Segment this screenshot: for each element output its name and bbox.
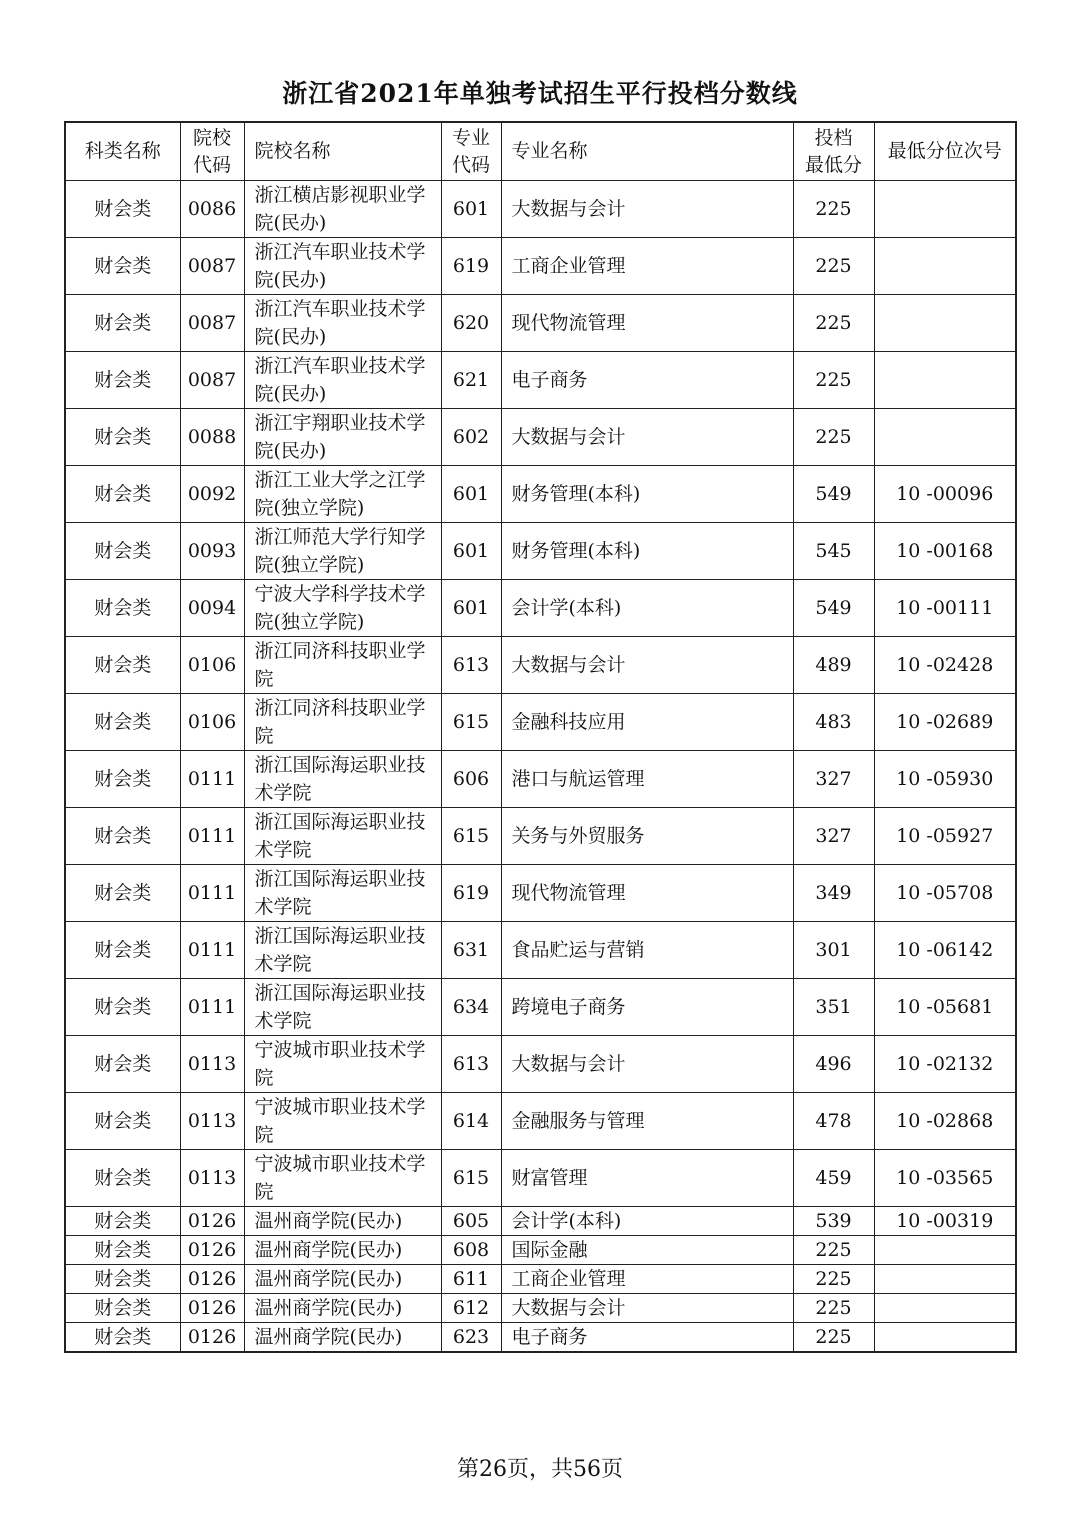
cell-school-code: 0106 <box>180 694 244 751</box>
cell-major-code: 615 <box>441 694 501 751</box>
cell-min-rank: 10 -00319 <box>874 1207 1016 1236</box>
cell-min-score: 549 <box>793 466 874 523</box>
table-row <box>65 181 1016 238</box>
cell-min-score: 225 <box>793 1294 874 1323</box>
cell-school-name: 温州商学院(民办) <box>244 1207 441 1236</box>
cell-major-code: 611 <box>441 1265 501 1294</box>
cell-major-name: 港口与航运管理 <box>501 751 793 808</box>
table-row <box>65 1093 1016 1150</box>
cell-major-code: 601 <box>441 523 501 580</box>
document-title: 浙江省2021年单独考试招生平行投档分数线 <box>282 79 798 108</box>
cell-category: 财会类 <box>65 238 180 295</box>
cell-category: 财会类 <box>65 1294 180 1323</box>
table-row <box>65 238 1016 295</box>
cell-min-rank: 10 -02689 <box>874 694 1016 751</box>
cell-school-code: 0094 <box>180 580 244 637</box>
cell-school-name: 宁波城市职业技术学院 <box>244 1093 441 1150</box>
cell-min-score: 225 <box>793 1236 874 1265</box>
cell-min-rank <box>874 181 1016 238</box>
cell-min-score: 225 <box>793 238 874 295</box>
table-row <box>65 1036 1016 1093</box>
cell-min-rank <box>874 1294 1016 1323</box>
cell-major-code: 601 <box>441 466 501 523</box>
cell-min-rank: 10 -05930 <box>874 751 1016 808</box>
cell-major-name: 财务管理(本科) <box>501 523 793 580</box>
table-row <box>65 580 1016 637</box>
cell-school-code: 0087 <box>180 295 244 352</box>
cell-min-score: 327 <box>793 751 874 808</box>
cell-school-name: 温州商学院(民办) <box>244 1294 441 1323</box>
cell-major-name: 食品贮运与营销 <box>501 922 793 979</box>
cell-min-score: 349 <box>793 865 874 922</box>
cell-min-rank <box>874 1236 1016 1265</box>
cell-school-code: 0111 <box>180 808 244 865</box>
cell-category: 财会类 <box>65 1323 180 1353</box>
cell-school-code: 0126 <box>180 1236 244 1265</box>
cell-major-name: 现代物流管理 <box>501 295 793 352</box>
cell-major-name: 大数据与会计 <box>501 1036 793 1093</box>
cell-category: 财会类 <box>65 1265 180 1294</box>
cell-major-code: 621 <box>441 352 501 409</box>
cell-major-code: 615 <box>441 808 501 865</box>
cell-min-score: 225 <box>793 1265 874 1294</box>
cell-major-code: 602 <box>441 409 501 466</box>
cell-major-code: 620 <box>441 295 501 352</box>
cell-major-name: 财富管理 <box>501 1150 793 1207</box>
table-row <box>65 1236 1016 1265</box>
cell-school-code: 0111 <box>180 865 244 922</box>
cell-major-name: 大数据与会计 <box>501 181 793 238</box>
header-category: 科类名称 <box>65 122 180 181</box>
cell-category: 财会类 <box>65 523 180 580</box>
cell-major-code: 613 <box>441 1036 501 1093</box>
cell-major-code: 631 <box>441 922 501 979</box>
table-row <box>65 751 1016 808</box>
cell-category: 财会类 <box>65 1093 180 1150</box>
cell-min-score: 301 <box>793 922 874 979</box>
cell-major-name: 工商企业管理 <box>501 238 793 295</box>
cell-category: 财会类 <box>65 295 180 352</box>
cell-school-name: 温州商学院(民办) <box>244 1323 441 1353</box>
cell-category: 财会类 <box>65 1236 180 1265</box>
cell-category: 财会类 <box>65 409 180 466</box>
cell-min-rank <box>874 352 1016 409</box>
cell-school-code: 0113 <box>180 1150 244 1207</box>
cell-min-rank: 10 -00111 <box>874 580 1016 637</box>
cell-major-name: 会计学(本科) <box>501 1207 793 1236</box>
cell-min-score: 459 <box>793 1150 874 1207</box>
cell-min-rank: 10 -02132 <box>874 1036 1016 1093</box>
cell-major-name: 跨境电子商务 <box>501 979 793 1036</box>
table-row <box>65 1265 1016 1294</box>
cell-school-code: 0087 <box>180 352 244 409</box>
table-row <box>65 1294 1016 1323</box>
cell-min-rank <box>874 1323 1016 1353</box>
cell-school-code: 0126 <box>180 1265 244 1294</box>
cell-major-name: 大数据与会计 <box>501 637 793 694</box>
cell-school-name: 温州商学院(民办) <box>244 1236 441 1265</box>
cell-category: 财会类 <box>65 694 180 751</box>
header-min-score: 投档 最低分 <box>793 122 874 181</box>
cell-min-rank: 10 -02868 <box>874 1093 1016 1150</box>
cell-min-score: 496 <box>793 1036 874 1093</box>
cell-school-name: 浙江汽车职业技术学院(民办) <box>244 352 441 409</box>
cell-major-name: 金融服务与管理 <box>501 1093 793 1150</box>
cell-school-name: 浙江同济科技职业学院 <box>244 694 441 751</box>
cell-category: 财会类 <box>65 979 180 1036</box>
cell-school-code: 0092 <box>180 466 244 523</box>
cell-min-score: 489 <box>793 637 874 694</box>
cell-school-code: 0093 <box>180 523 244 580</box>
cell-school-name: 浙江同济科技职业学院 <box>244 637 441 694</box>
cell-min-score: 225 <box>793 352 874 409</box>
cell-min-score: 478 <box>793 1093 874 1150</box>
table-row <box>65 865 1016 922</box>
cell-major-name: 现代物流管理 <box>501 865 793 922</box>
cell-category: 财会类 <box>65 352 180 409</box>
header-school-code: 院校 代码 <box>180 122 244 181</box>
cell-school-name: 浙江国际海运职业技术学院 <box>244 922 441 979</box>
cell-min-score: 539 <box>793 1207 874 1236</box>
cell-school-name: 浙江汽车职业技术学院(民办) <box>244 238 441 295</box>
cell-category: 财会类 <box>65 808 180 865</box>
cell-min-score: 549 <box>793 580 874 637</box>
cell-school-name: 浙江国际海运职业技术学院 <box>244 751 441 808</box>
cell-min-score: 327 <box>793 808 874 865</box>
cell-category: 财会类 <box>65 1150 180 1207</box>
cell-min-rank <box>874 1265 1016 1294</box>
cell-category: 财会类 <box>65 922 180 979</box>
header-major-code: 专业 代码 <box>441 122 501 181</box>
cell-school-name: 浙江工业大学之江学院(独立学院) <box>244 466 441 523</box>
header-min-rank: 最低分位次号 <box>874 122 1016 181</box>
cell-min-score: 225 <box>793 1323 874 1353</box>
cell-min-rank: 10 -05927 <box>874 808 1016 865</box>
cell-major-name: 会计学(本科) <box>501 580 793 637</box>
cell-min-score: 483 <box>793 694 874 751</box>
header-major-name: 专业名称 <box>501 122 793 181</box>
table-header-row <box>65 122 1016 181</box>
cell-major-code: 619 <box>441 865 501 922</box>
cell-major-name: 金融科技应用 <box>501 694 793 751</box>
cell-major-code: 619 <box>441 238 501 295</box>
table-row <box>65 979 1016 1036</box>
cell-category: 财会类 <box>65 580 180 637</box>
cell-school-code: 0113 <box>180 1093 244 1150</box>
cell-school-name: 温州商学院(民办) <box>244 1265 441 1294</box>
table-row <box>65 1323 1016 1353</box>
cell-school-code: 0113 <box>180 1036 244 1093</box>
cell-school-name: 浙江国际海运职业技术学院 <box>244 808 441 865</box>
table-row <box>65 694 1016 751</box>
cell-school-code: 0111 <box>180 751 244 808</box>
cell-major-name: 电子商务 <box>501 352 793 409</box>
cell-school-code: 0111 <box>180 979 244 1036</box>
table-row <box>65 1150 1016 1207</box>
table-row <box>65 466 1016 523</box>
cell-category: 财会类 <box>65 865 180 922</box>
cell-major-code: 601 <box>441 181 501 238</box>
cell-school-code: 0086 <box>180 181 244 238</box>
table-row <box>65 808 1016 865</box>
cell-min-score: 545 <box>793 523 874 580</box>
cell-school-code: 0126 <box>180 1323 244 1353</box>
cell-major-code: 608 <box>441 1236 501 1265</box>
table-row <box>65 1207 1016 1236</box>
table-row <box>65 637 1016 694</box>
cell-major-code: 615 <box>441 1150 501 1207</box>
cell-school-name: 浙江师范大学行知学院(独立学院) <box>244 523 441 580</box>
cell-school-name: 浙江汽车职业技术学院(民办) <box>244 295 441 352</box>
cell-min-rank: 10 -05681 <box>874 979 1016 1036</box>
cell-min-rank: 10 -00168 <box>874 523 1016 580</box>
cell-major-code: 605 <box>441 1207 501 1236</box>
page-footer: 第26页，共56页 <box>457 1457 623 1482</box>
cell-min-rank <box>874 238 1016 295</box>
cell-min-rank: 10 -05708 <box>874 865 1016 922</box>
cell-school-code: 0111 <box>180 922 244 979</box>
table-row <box>65 295 1016 352</box>
cell-school-name: 宁波城市职业技术学院 <box>244 1036 441 1093</box>
cell-school-code: 0126 <box>180 1294 244 1323</box>
cell-school-code: 0126 <box>180 1207 244 1236</box>
cell-school-name: 宁波城市职业技术学院 <box>244 1150 441 1207</box>
cell-major-code: 613 <box>441 637 501 694</box>
admission-score-table <box>64 121 1017 1353</box>
cell-major-code: 634 <box>441 979 501 1036</box>
cell-min-rank <box>874 295 1016 352</box>
cell-major-code: 612 <box>441 1294 501 1323</box>
cell-min-rank: 10 -06142 <box>874 922 1016 979</box>
cell-major-code: 606 <box>441 751 501 808</box>
cell-min-score: 351 <box>793 979 874 1036</box>
cell-min-rank: 10 -03565 <box>874 1150 1016 1207</box>
cell-category: 财会类 <box>65 1207 180 1236</box>
cell-category: 财会类 <box>65 1036 180 1093</box>
cell-major-name: 工商企业管理 <box>501 1265 793 1294</box>
cell-school-code: 0106 <box>180 637 244 694</box>
cell-school-name: 浙江宇翔职业技术学院(民办) <box>244 409 441 466</box>
cell-category: 财会类 <box>65 637 180 694</box>
cell-category: 财会类 <box>65 181 180 238</box>
cell-major-name: 电子商务 <box>501 1323 793 1353</box>
cell-category: 财会类 <box>65 466 180 523</box>
cell-major-name: 关务与外贸服务 <box>501 808 793 865</box>
cell-school-name: 浙江国际海运职业技术学院 <box>244 865 441 922</box>
cell-school-code: 0087 <box>180 238 244 295</box>
cell-major-name: 国际金融 <box>501 1236 793 1265</box>
header-school-name: 院校名称 <box>244 122 441 181</box>
table-row <box>65 523 1016 580</box>
cell-min-rank: 10 -02428 <box>874 637 1016 694</box>
table-body <box>65 181 1016 1353</box>
cell-min-score: 225 <box>793 409 874 466</box>
cell-min-score: 225 <box>793 295 874 352</box>
cell-major-code: 623 <box>441 1323 501 1353</box>
cell-category: 财会类 <box>65 751 180 808</box>
cell-major-code: 614 <box>441 1093 501 1150</box>
cell-school-name: 宁波大学科学技术学院(独立学院) <box>244 580 441 637</box>
cell-major-name: 大数据与会计 <box>501 409 793 466</box>
cell-major-name: 财务管理(本科) <box>501 466 793 523</box>
cell-min-rank <box>874 409 1016 466</box>
cell-school-name: 浙江国际海运职业技术学院 <box>244 979 441 1036</box>
table-row <box>65 922 1016 979</box>
table-row <box>65 409 1016 466</box>
cell-major-code: 601 <box>441 580 501 637</box>
cell-school-name: 浙江横店影视职业学院(民办) <box>244 181 441 238</box>
table-row <box>65 352 1016 409</box>
cell-major-name: 大数据与会计 <box>501 1294 793 1323</box>
cell-min-rank: 10 -00096 <box>874 466 1016 523</box>
cell-min-score: 225 <box>793 181 874 238</box>
cell-school-code: 0088 <box>180 409 244 466</box>
